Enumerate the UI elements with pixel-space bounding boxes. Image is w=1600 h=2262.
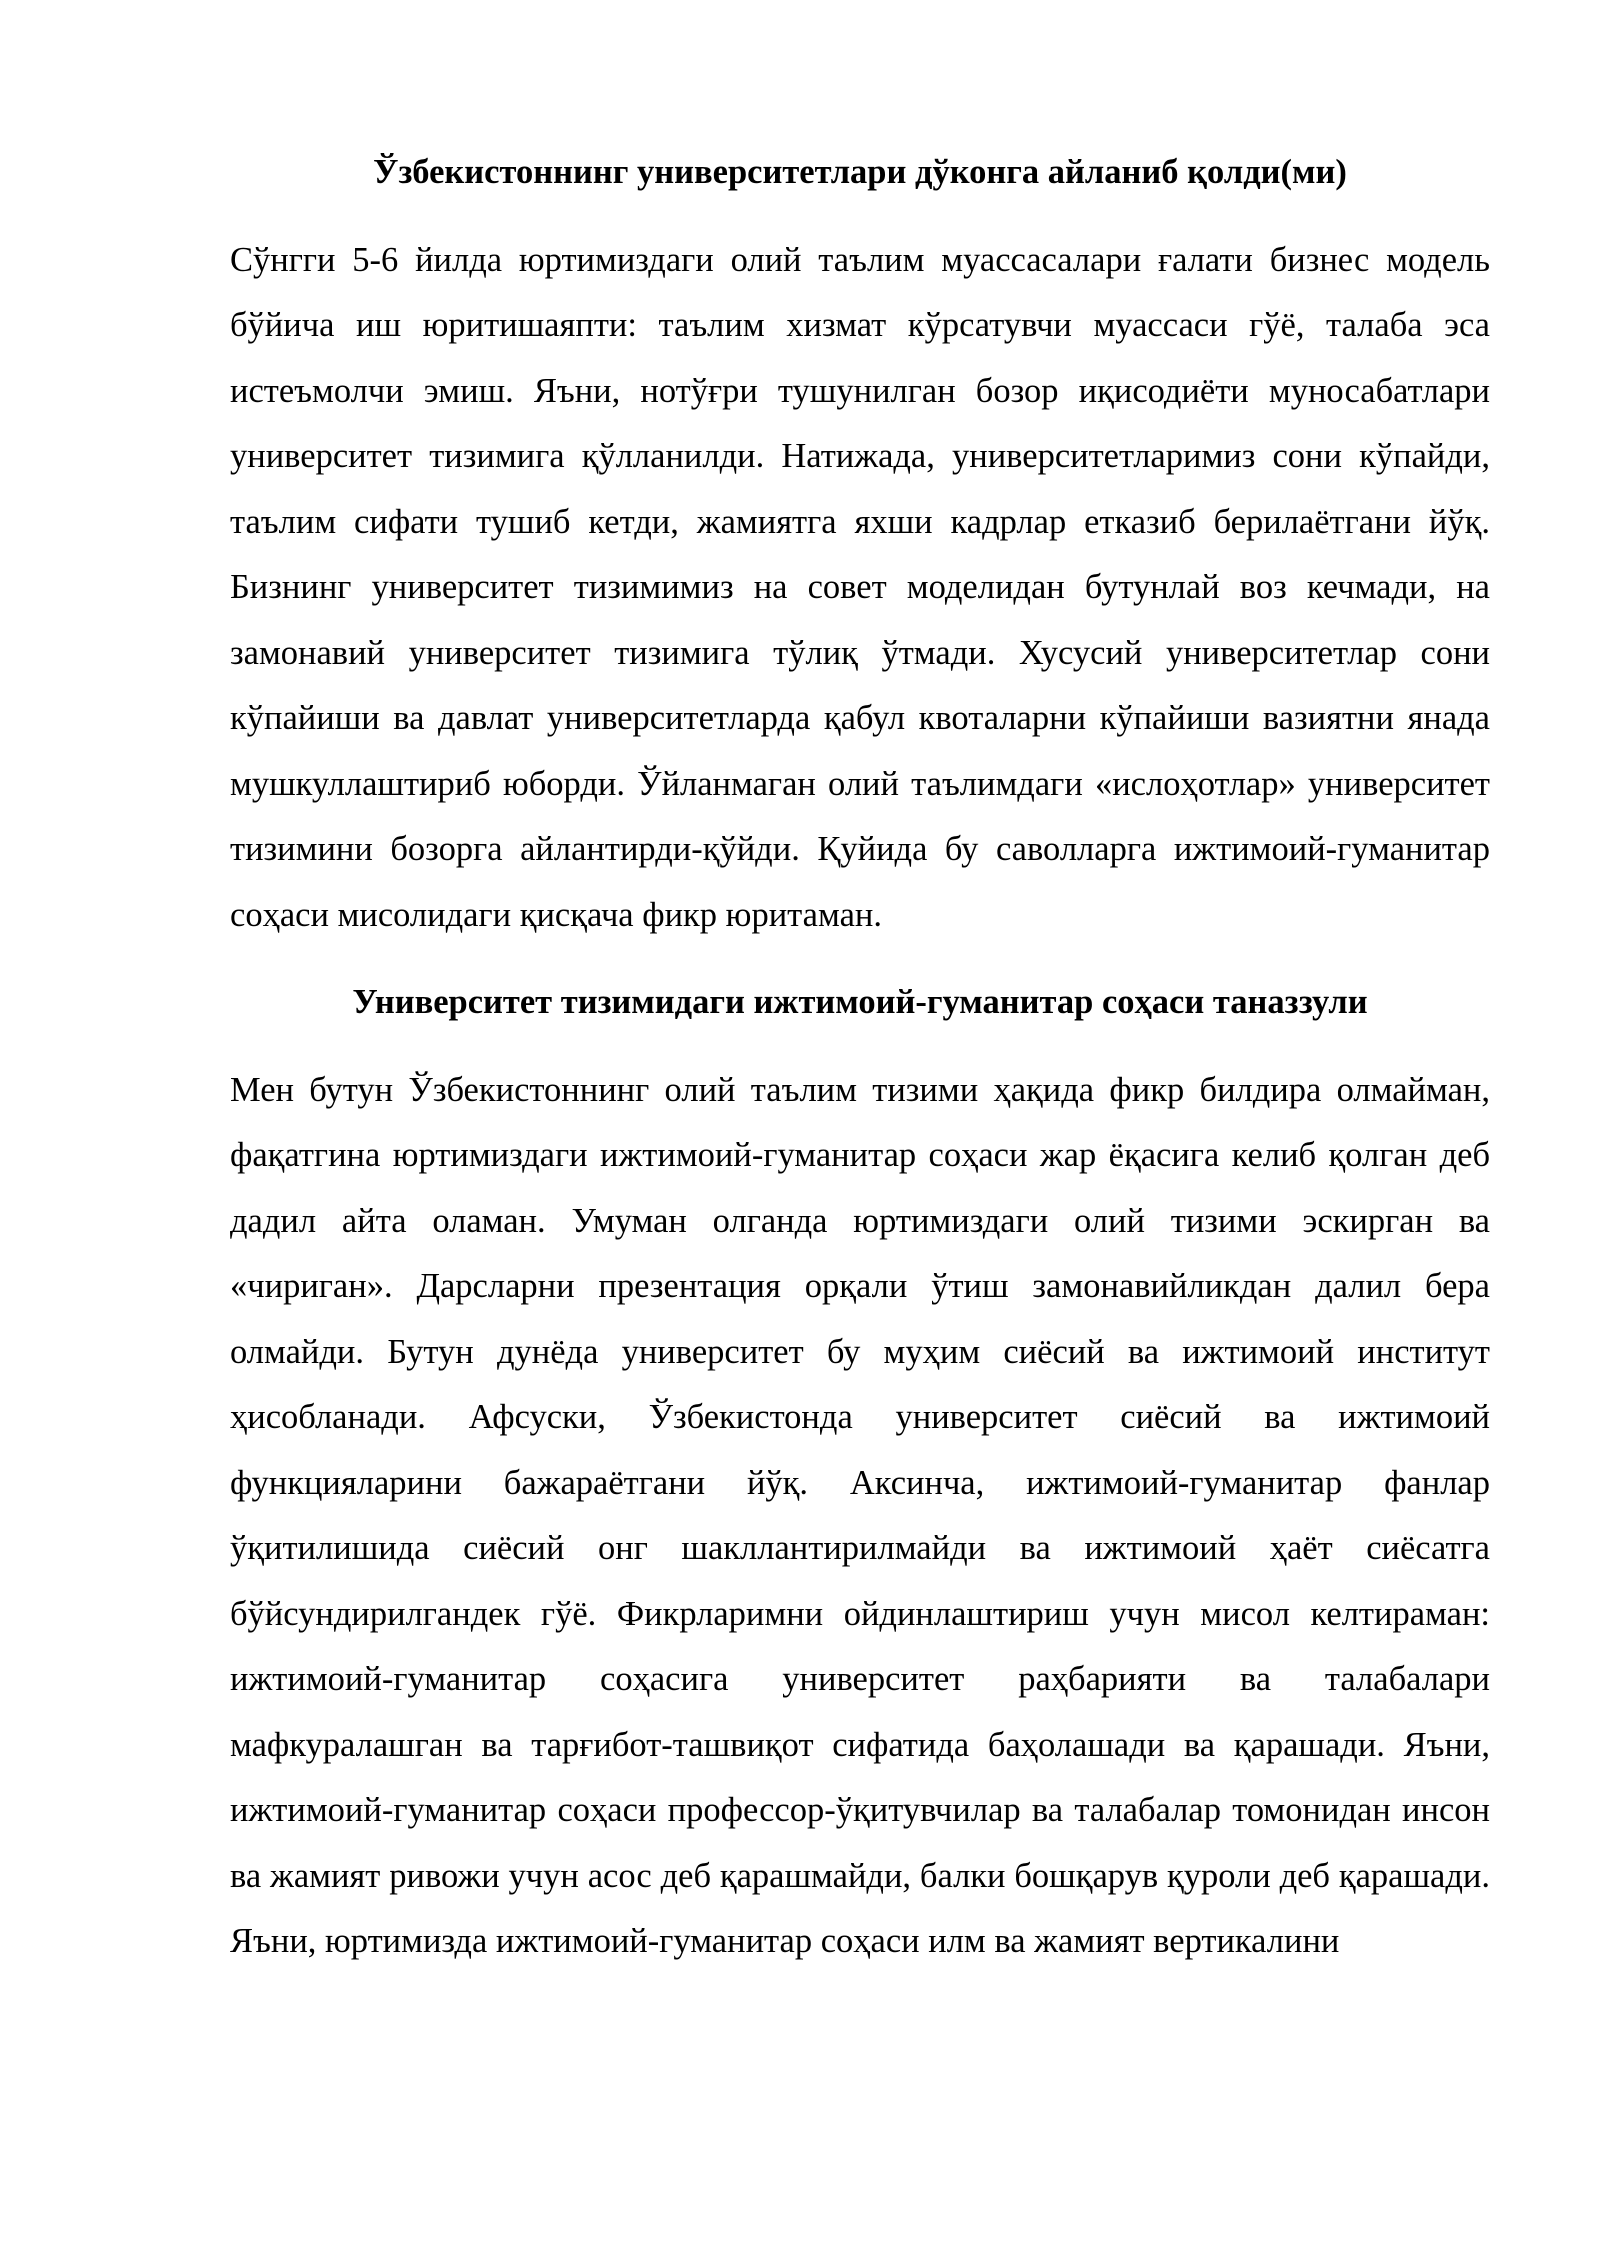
document-body	[230, 140, 1490, 1975]
body-paragraph: Мен бутун Ўзбекистоннинг олий таълим тизими ҳақида фикр билдира олмайман, фақатгина юртимиздаги ижтимоий-гуманитар соҳаси жар ёқасига келиб қолган деб дадил айта оламан. Умуман олганда юртимиздаги олий тизими эскирган ва «чириган». Дарсларни презентация орқали ўтиш замонавийликдан далил бера олмайди. Бутун дунёда университет бу муҳим сиёсий ва ижтимоий институт ҳисобланади. Афсуски, Ўзбекистонда университет сиёсий ва ижтимоий функцияларини бажараётгани йўқ. Аксинча, ижтимоий-гуманитар фанлар ўқитилишида сиёсий онг шакллантирилмайди ва ижтимоий ҳаёт сиёсатга бўйсундирилгандек гўё. Фикрларимни ойдинлаштириш учун мисол келтираман: ижтимоий-гуманитар соҳасига университет раҳбарияти ва талабалари мафкуралашган ва тарғибот-ташвиқот сифатида баҳолашади ва қарашади. Яъни, ижтимоий-гуманитар соҳаси профессор-ўқитувчилар ва талабалар томонидан инсон ва жамият ривожи учун асос деб қарашмайди, балки бошқарув қуроли деб қарашади. Яъни, юртимизда ижтимоий-гуманитар соҳаси илм ва жамият вертикалини	[230, 1070, 1490, 1960]
body-paragraph: Сўнгги 5-6 йилда юртимиздаги олий таълим муассасалари ғалати бизнес модель бўйича иш юритишаяпти: таълим хизмат кўрсатувчи муассаси гўё, талаба эса истеъмолчи эмиш. Яъни, нотўғри тушунилган бозор иқисодиёти муносабатлари университет тизимига қўлланилди. Натижада, университетларимиз сони кўпайди, таълим сифати тушиб кетди, жамиятга яхши кадрлар етказиб берилаётгани йўқ. Бизнинг университет тизимимиз на совет моделидан бутунлай воз кечмади, на замонавий университет тизимига тўлиқ ўтмади. Хусусий университетлар сони кўпайиши ва давлат университетларда қабул квоталарни кўпайиши вазиятни янада мушкуллаштириб юборди. Ўйланмаган олий таълимдаги «ислоҳотлар» университет тизимини бозорга айлантирди-қўйди. Қуйида бу саволларга ижтимоий-гуманитар соҳаси мисолидаги қисқача фикр юритаман.	[230, 240, 1490, 934]
document-title: Ўзбекистоннинг университетлари дўконга айланиб қолди(ми)	[373, 153, 1347, 191]
section-heading: Университет тизимидаги ижтимоий-гуманитар соҳаси таназзули	[352, 983, 1368, 1021]
